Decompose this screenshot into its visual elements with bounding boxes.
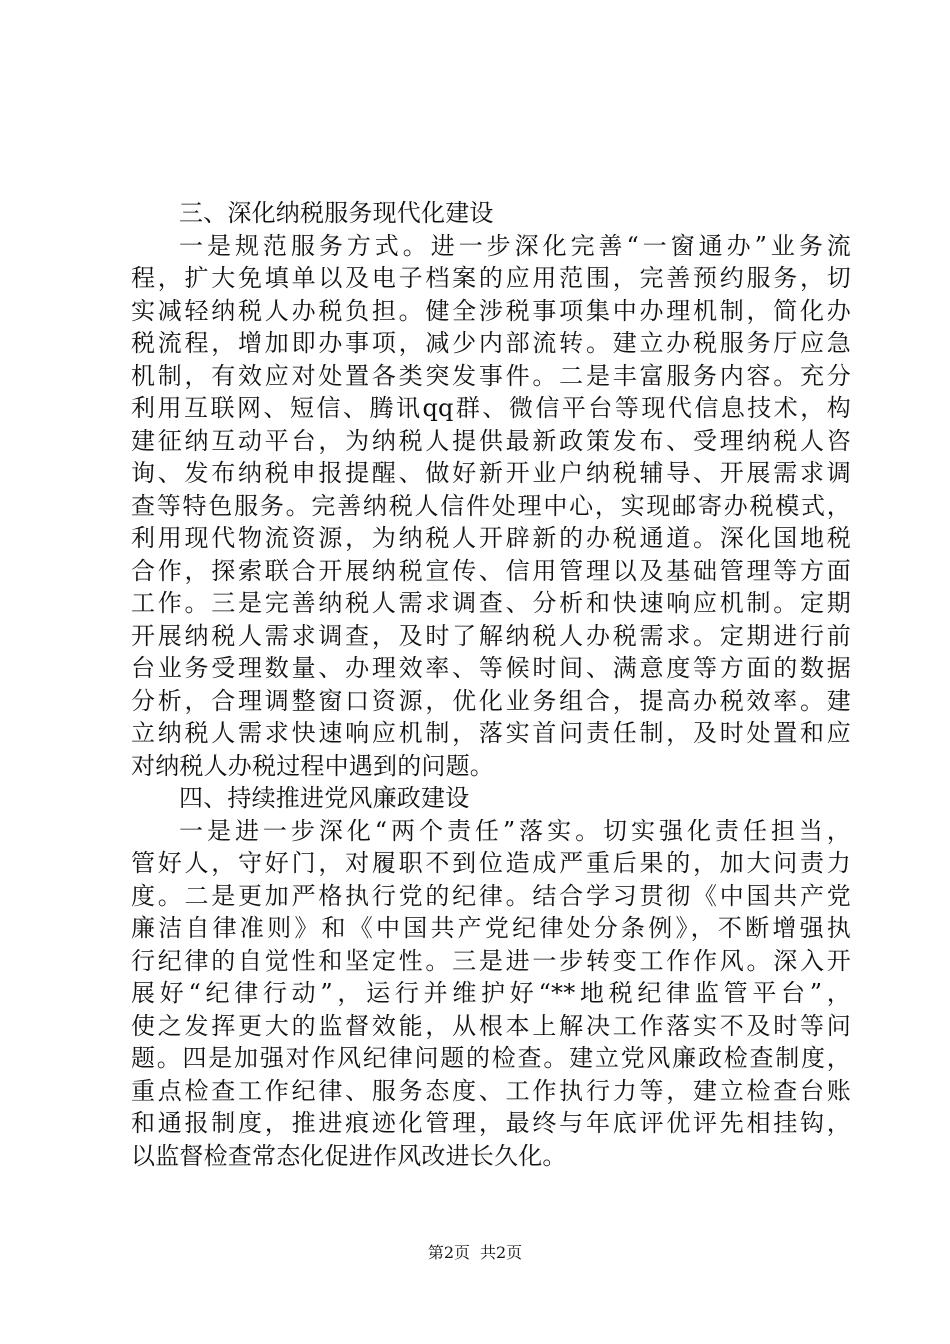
text-line: 利用互联网、短信、腾讯qq群、微信平台等现代信息技术，构	[131, 394, 851, 422]
text-line: 立纳税人需求快速响应机制，落实首问责任制，及时处置和应	[131, 719, 851, 747]
text-line: 询、发布纳税申报提醒、做好新开业户纳税辅导、开展需求调	[131, 459, 851, 487]
text-line: 行纪律的自觉性和坚定性。三是进一步转变工作作风。深入开	[131, 946, 851, 975]
text-line: 一是规范服务方式。进一步深化完善“一窗通办”业务流	[179, 231, 851, 260]
text-line: 四、持续推进党风廉政建设	[179, 784, 470, 812]
text-line: 以监督检查常态化促进作风改进长久化。	[131, 1141, 567, 1170]
page-footer	[0, 1243, 950, 1263]
page-number-current: 第2页	[427, 1243, 470, 1262]
text-line: 展好“纪律行动”，运行并维护好“**地税纪律监管平台”，	[131, 979, 851, 1007]
text-line: 税流程，增加即办事项，减少内部流转。建立办税服务厅应急	[131, 329, 851, 357]
text-line: 分析，合理调整窗口资源，优化业务组合，提高办税效率。建	[131, 686, 851, 715]
text-line: 合作，探索联合开展纳税宣传、信用管理以及基础管理等方面	[131, 556, 851, 585]
text-line: 重点检查工作纪律、服务态度、工作执行力等，建立检查台账	[131, 1076, 851, 1105]
document-body	[131, 197, 851, 1172]
page-number-total: 共2页	[480, 1243, 523, 1262]
text-line: 开展纳税人需求调查，及时了解纳税人办税需求。定期进行前	[131, 621, 851, 650]
text-line: 管好人，守好门，对履职不到位造成严重后果的，加大问责力	[131, 849, 851, 877]
text-line: 机制，有效应对处置各类突发事件。二是丰富服务内容。充分	[131, 361, 851, 390]
text-line: 程，扩大免填单以及电子档案的应用范围，完善预约服务，切	[131, 264, 851, 292]
text-line: 工作。三是完善纳税人需求调查、分析和快速响应机制。定期	[131, 589, 851, 617]
text-line: 实减轻纳税人办税负担。健全涉税事项集中办理机制，简化办	[131, 296, 851, 325]
text-line: 建征纳互动平台，为纳税人提供最新政策发布、受理纳税人咨	[131, 426, 851, 455]
text-line: 使之发挥更大的监督效能，从根本上解决工作落实不及时等问	[131, 1011, 851, 1040]
text-line: 利用现代物流资源，为纳税人开辟新的办税通道。深化国地税	[131, 524, 851, 552]
text-line: 题。四是加强对作风纪律问题的检查。建立党风廉政检查制度，	[131, 1044, 851, 1072]
text-line: 一是进一步深化“两个责任”落实。切实强化责任担当，	[179, 816, 851, 845]
text-line: 三、深化纳税服务现代化建设	[179, 199, 494, 227]
text-line: 查等特色服务。完善纳税人信件处理中心，实现邮寄办税模式，	[131, 491, 851, 520]
text-line: 和通报制度，推进痕迹化管理，最终与年底评优评先相挂钩，	[131, 1109, 851, 1137]
text-line: 对纳税人办税过程中遇到的问题。	[131, 751, 494, 780]
text-line: 台业务受理数量、办理效率、等候时间、满意度等方面的数据	[131, 654, 851, 682]
text-line: 廉洁自律准则》和《中国共产党纪律处分条例》，不断增强执	[131, 914, 851, 942]
text-line: 度。二是更加严格执行党的纪律。结合学习贯彻《中国共产党	[131, 881, 851, 910]
